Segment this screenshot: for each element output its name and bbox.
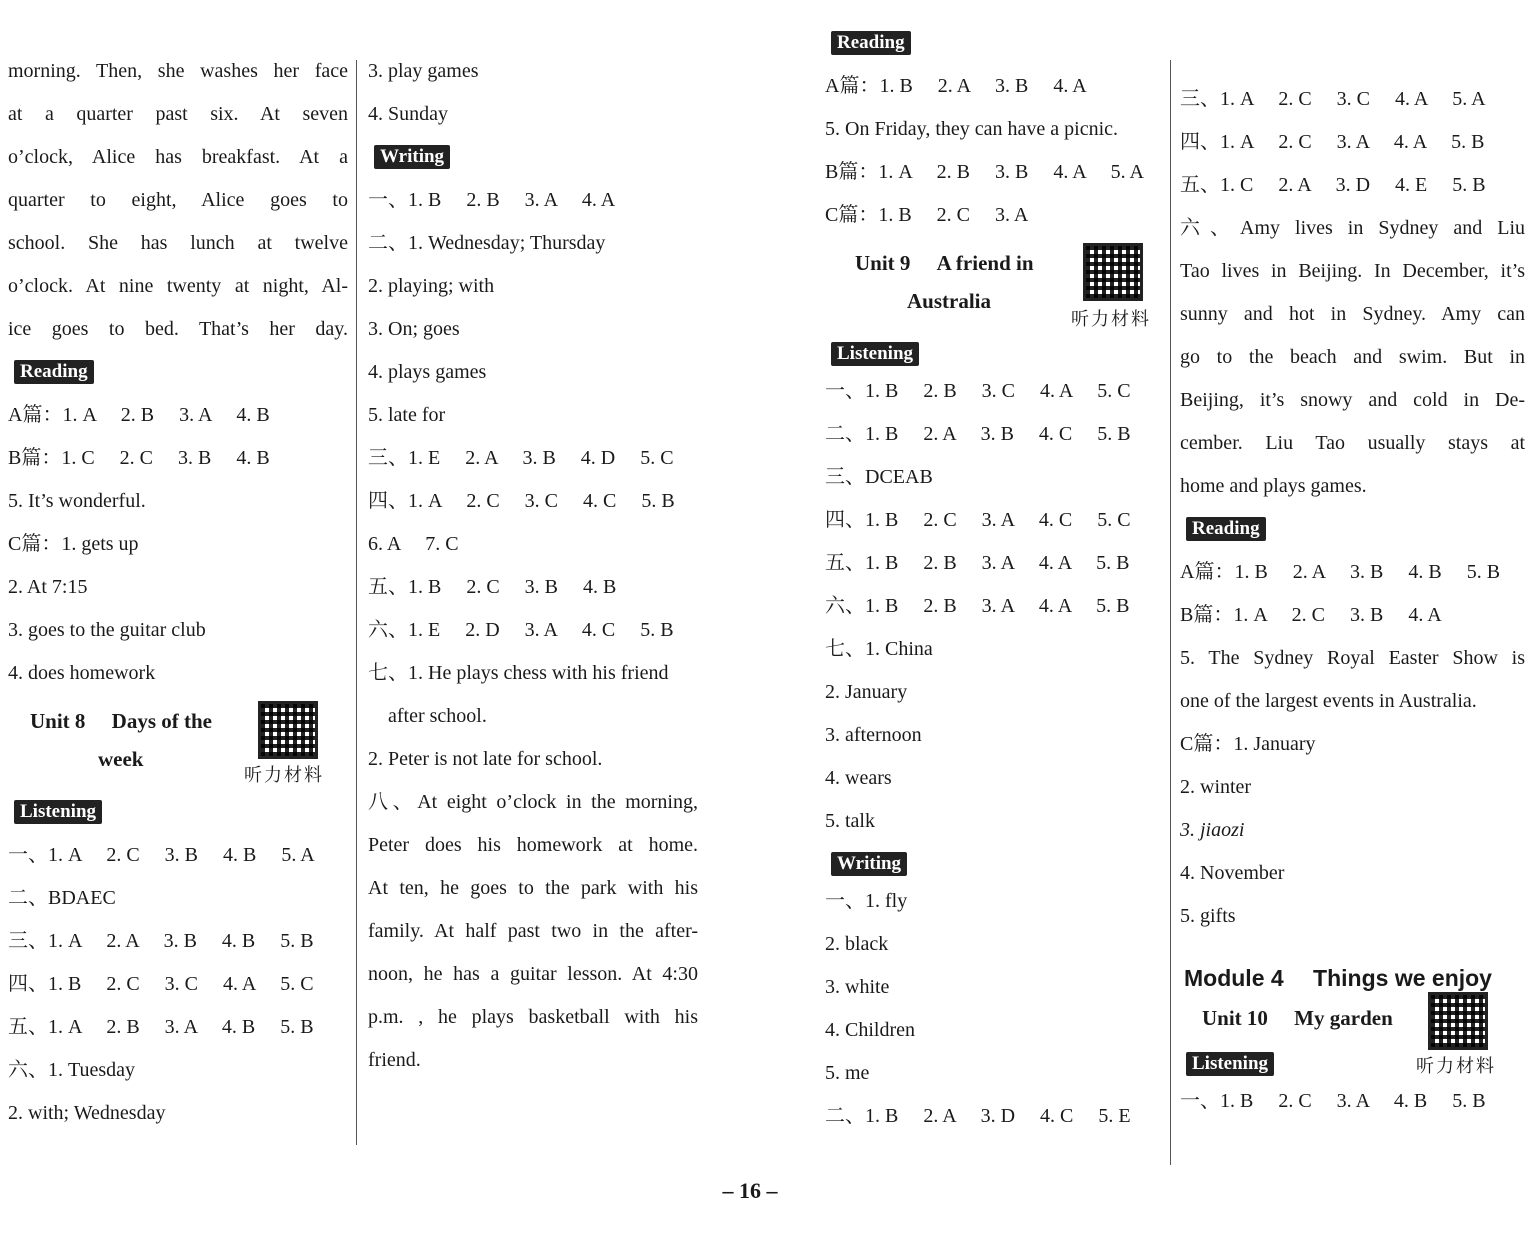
qr-code-icon [258,701,318,759]
text-line: 5. talk [825,810,875,832]
text-line: 4. does homework [8,662,156,684]
text-line: 2. playing; with [368,275,495,297]
listening-tag: Listening [1186,1052,1274,1076]
answer-line: 3. jiaozi [1180,819,1245,841]
text-line: 5. late for [368,404,446,426]
qr-label: 听力材料 [244,765,324,785]
writing-answers [825,880,1165,1138]
reading-answers [8,394,348,695]
text-line: 二、BDAEC [8,887,116,909]
passage-lines [368,781,698,1039]
text-line: 5. On Friday, they can have a picnic. [825,118,1119,140]
reading-tag: Reading [1186,517,1266,541]
passage-lines [1180,207,1525,465]
answer-line: friend. [368,1049,421,1071]
listening-answers [1180,1080,1525,1123]
text-line: 4. November [1180,862,1285,884]
text-line: 八、At eight o’clock in the morning, [368,791,698,813]
text-line: A篇：1. B 2. A 3. B 4. A [825,75,1087,97]
text-line: 五、1. B 2. C 3. B 4. B [368,576,617,598]
text-line: one of the largest events in Australia. [1180,690,1477,712]
text-line: at a quarter past six. At seven [8,103,348,125]
text-line: 一、1. B 2. C 3. A 4. B 5. B [1180,1090,1486,1112]
unit-title-cont: Australia [907,289,991,313]
text-line: 四、1. A 2. C 3. C 4. C 5. B [368,490,675,512]
passage-lines [1180,637,1525,680]
text-line: 3. On; goes [368,318,460,340]
reading-answers [825,65,1165,237]
text-line: 3. play games [368,60,479,82]
text-line: 6. A 7. C [368,533,459,555]
text-line: 5. me [825,1062,870,1084]
text-line: At ten, he goes to the park with his [368,877,698,899]
text-line: A篇：1. A 2. B 3. A 4. B [8,404,270,426]
writing-tag: Writing [831,852,907,876]
unit-10-heading [1180,998,1525,1056]
unit-title-cont: week [98,747,144,771]
text-line: 六、1. B 2. B 3. A 4. A 5. B [825,595,1130,617]
unit-title: Unit 8 Days of the [30,709,212,733]
writing-tag: Writing [374,145,450,169]
text-line: 一、1. B 2. B 3. C 4. A 5. C [825,380,1131,402]
text-line: o’clock. At nine twenty at night, Al- [8,275,348,297]
text-line: 3. white [825,976,890,998]
column-2 [368,50,698,1082]
text-line: o’clock, Alice has breakfast. At a [8,146,348,168]
text-line: 5. It’s wonderful. [8,490,146,512]
text-line: A篇：1. B 2. A 3. B 4. B 5. B [1180,561,1501,583]
text-line: 三、1. A 2. A 3. B 4. B 5. B [8,930,314,952]
text-line: 3. goes to the guitar club [8,619,206,641]
text-line: 2. winter [1180,776,1252,798]
listening-tag: Listening [831,342,919,366]
column-divider [1170,60,1171,1165]
unit-9-heading [825,241,1165,333]
qr-code-icon [1428,992,1488,1050]
text-line: 4. Sunday [368,103,448,125]
text-line: 七、1. He plays chess with his friend [368,662,669,684]
text-line: Beijing, it’s snowy and cold in De- [1180,389,1525,411]
text-line: Tao lives in Beijing. In December, it’s [1180,260,1525,282]
qr-label: 听力材料 [1071,309,1151,329]
text-line: 五、1. A 2. B 3. A 4. B 5. B [8,1016,314,1038]
answer-line: after school. [388,705,487,727]
writing-answers [368,179,698,695]
text-line: 三、1. E 2. A 3. B 4. D 5. C [368,447,674,469]
passage-line: home and plays games. [1180,475,1367,497]
text-line: 二、1. B 2. A 3. B 4. C 5. B [825,423,1131,445]
text-line: 5. The Sydney Royal Easter Show is [1180,647,1525,669]
column-divider [356,60,357,1145]
text-line: 5. gifts [1180,905,1236,927]
text-line: quarter to eight, Alice goes to [8,189,348,211]
qr-code-icon [1083,243,1143,301]
text-line: Peter does his homework at home. [368,834,698,856]
text-line: go to the beach and swim. But in [1180,346,1525,368]
qr-label: 听力材料 [1416,1056,1496,1076]
text-line: 2. with; Wednesday [8,1102,166,1124]
text-line: 2. Peter is not late for school. [368,748,603,770]
text-line: C篇：1. January [1180,733,1316,755]
reading-tag: Reading [14,360,94,384]
text-line: 4. Children [825,1019,915,1041]
text-line: 四、1. B 2. C 3. C 4. A 5. C [8,973,314,995]
column-1 [8,50,348,1135]
listening-row [1180,1053,1525,1086]
text-line: 六、Amy lives in Sydney and Liu [1180,217,1525,239]
text-line: p.m. , he plays basketball with his [368,1006,698,1028]
answer-lines [368,738,698,781]
reading-answers [1180,551,1525,637]
text-line: 六、1. Tuesday [8,1059,136,1081]
unit-title: Unit 10 My garden [1202,1006,1393,1030]
column-3 [825,22,1165,1138]
text-line: 4. plays games [368,361,487,383]
text-line: sunny and hot in Sydney. Amy can [1180,303,1525,325]
text-line: school. She has lunch at twelve [8,232,348,254]
text-line: 五、1. B 2. B 3. A 4. A 5. B [825,552,1130,574]
reading-answers [1180,680,1525,809]
text-line: 4. wears [825,767,892,789]
text-line: 一、1. fly [825,890,908,912]
text-line: cember. Liu Tao usually stays at [1180,432,1525,454]
text-line: 二、1. Wednesday; Thursday [368,232,606,254]
text-line: 二、1. B 2. A 3. D 4. C 5. E [825,1105,1131,1127]
text-line: B篇：1. A 2. B 3. B 4. A 5. A [825,161,1144,183]
text-line: ice goes to bed. That’s her day. [8,318,348,340]
text-line: C篇：1. gets up [8,533,139,555]
text-line: 七、1. China [825,638,933,660]
text-line: 三、DCEAB [825,466,933,488]
reading-answers [1180,852,1525,938]
text-line: 一、1. A 2. C 3. B 4. B 5. A [8,844,315,866]
listening-answers [8,834,348,1135]
text-line: 四、1. A 2. C 3. A 4. A 5. B [1180,131,1485,153]
passage-lines [8,50,348,351]
text-line: family. At half past two in the after- [368,920,698,942]
listening-answers [825,370,1165,843]
text-line: 2. At 7:15 [8,576,88,598]
page-number: – 16 – [722,1178,778,1203]
text-line: 2. January [825,681,908,703]
text-line: B篇：1. A 2. C 3. B 4. A [1180,604,1442,626]
reading-tag: Reading [831,31,911,55]
text-line: 三、1. A 2. C 3. C 4. A 5. A [1180,88,1486,110]
text-line: 六、1. E 2. D 3. A 4. C 5. B [368,619,674,641]
listening-tag: Listening [14,800,102,824]
text-line: 3. afternoon [825,724,922,746]
column-4 [1180,78,1525,1123]
module-4-heading: Module 4 Things we enjoy [1184,965,1492,991]
answer-lines [368,50,698,136]
text-line: C篇：1. B 2. C 3. A [825,204,1029,226]
text-line: 四、1. B 2. C 3. A 4. C 5. C [825,509,1131,531]
text-line: noon, he has a guitar lesson. At 4:30 [368,963,698,985]
text-line: 2. black [825,933,889,955]
text-line: 一、1. B 2. B 3. A 4. A [368,189,616,211]
unit-title: Unit 9 A friend in [855,251,1034,275]
text-line: B篇：1. C 2. C 3. B 4. B [8,447,270,469]
text-line: 五、1. C 2. A 3. D 4. E 5. B [1180,174,1486,196]
unit-8-heading [8,699,348,791]
text-line: morning. Then, she washes her face [8,60,348,82]
answer-lines [1180,78,1525,207]
